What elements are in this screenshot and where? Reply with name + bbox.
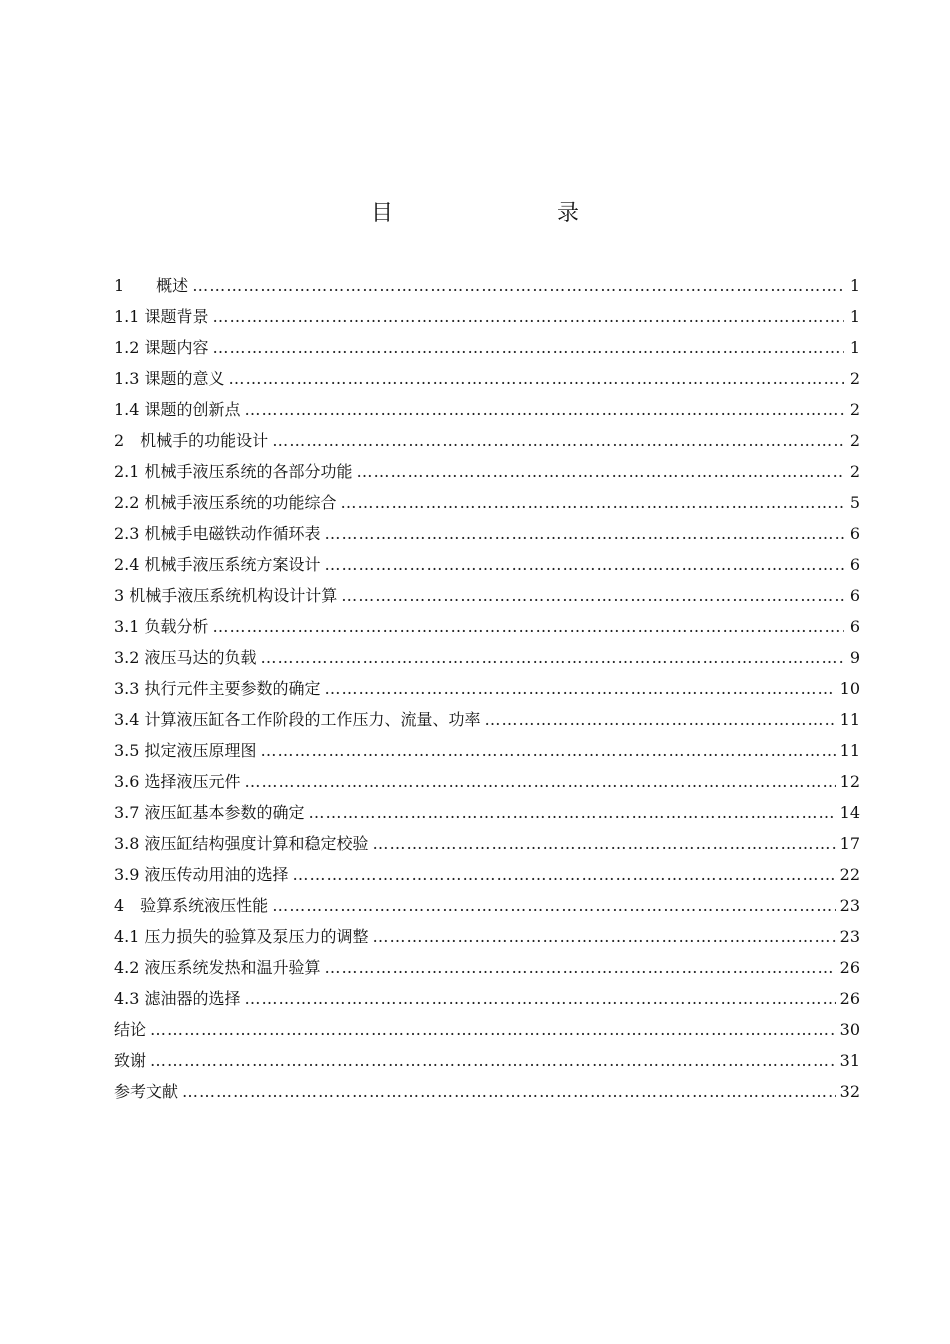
toc-dot-leader: [293, 859, 836, 890]
toc-dot-leader: [325, 549, 844, 580]
toc-dot-leader: [272, 425, 844, 456]
toc-entry-title: 1.1 课题背景: [114, 307, 209, 326]
toc-dot-leader: [325, 952, 836, 983]
toc-entry-page: 26: [839, 958, 860, 977]
toc-entry: [114, 859, 860, 890]
toc-entry-title: 1.3 课题的意义: [114, 369, 225, 388]
toc-entry-title: 3.8 液压缸结构强度计算和稳定校验: [114, 834, 369, 853]
toc-entry-title: 4.3 滤油器的选择: [114, 989, 241, 1008]
toc-dot-leader: [182, 1076, 836, 1107]
toc-entry-page: 1: [849, 307, 860, 326]
toc-entry: [114, 425, 860, 456]
toc-entry-page: 23: [839, 896, 860, 915]
toc-entry: [114, 518, 860, 549]
toc-entry-title: 3.5 拟定液压原理图: [114, 741, 257, 760]
toc-dot-leader: [325, 673, 836, 704]
toc-dot-leader: [485, 704, 836, 735]
toc-entry-title: 结论: [114, 1020, 147, 1039]
toc-entry-page: 22: [839, 865, 860, 884]
toc-entry-title: 1.2 课题内容: [114, 338, 209, 357]
toc-entry-title: 1.4 课题的创新点: [114, 400, 241, 419]
toc-dot-leader: [373, 828, 836, 859]
toc-entry-title: 1 概述: [114, 276, 189, 295]
toc-entry-page: 30: [839, 1020, 860, 1039]
toc-dot-leader: [341, 487, 844, 518]
toc-dot-leader: [192, 270, 844, 301]
toc-entry-page: 6: [849, 555, 860, 574]
toc-dot-leader: [213, 611, 844, 642]
toc-entry-title: 4.2 液压系统发热和温升验算: [114, 958, 321, 977]
toc-entry: [114, 394, 860, 425]
toc-entry: [114, 983, 860, 1014]
toc-entry: [114, 735, 860, 766]
toc-dot-leader: [245, 766, 836, 797]
toc-entry-title: 4 验算系统液压性能: [114, 896, 269, 915]
toc-entry-title: 3.4 计算液压缸各工作阶段的工作压力、流量、功率: [114, 710, 481, 729]
toc-entry-page: 10: [839, 679, 860, 698]
toc-entry-title: 3.7 液压缸基本参数的确定: [114, 803, 305, 822]
toc-entry-page: 1: [849, 276, 860, 295]
toc-entry-title: 2.1 机械手液压系统的各部分功能: [114, 462, 353, 481]
table-of-contents: [114, 270, 860, 1107]
toc-dot-leader: [373, 921, 836, 952]
toc-dot-leader: [245, 983, 836, 1014]
toc-entry-page: 23: [839, 927, 860, 946]
toc-entry-title: 2.3 机械手电磁铁动作循环表: [114, 524, 321, 543]
toc-entry: [114, 580, 860, 611]
toc-entry-page: 2: [849, 369, 860, 388]
toc-entry: [114, 797, 860, 828]
toc-dot-leader: [213, 301, 844, 332]
toc-entry-title: 4.1 压力损失的验算及泵压力的调整: [114, 927, 369, 946]
toc-entry: [114, 921, 860, 952]
toc-entry-page: 5: [849, 493, 860, 512]
toc-entry-page: 14: [839, 803, 860, 822]
toc-entry-page: 11: [839, 741, 860, 760]
toc-entry: [114, 301, 860, 332]
toc-entry: [114, 332, 860, 363]
toc-dot-leader: [229, 363, 844, 394]
toc-entry-title: 3.2 液压马达的负载: [114, 648, 257, 667]
toc-entry-page: 26: [839, 989, 860, 1008]
toc-dot-leader: [341, 580, 844, 611]
toc-dot-leader: [325, 518, 844, 549]
toc-entry: [114, 270, 860, 301]
toc-entry-title: 参考文献: [114, 1082, 179, 1101]
toc-entry: [114, 704, 860, 735]
toc-entry: [114, 1045, 860, 1076]
toc-entry-page: 2: [849, 431, 860, 450]
toc-entry-page: 6: [849, 524, 860, 543]
toc-entry: [114, 642, 860, 673]
toc-entry: [114, 611, 860, 642]
toc-entry-page: 9: [849, 648, 860, 667]
toc-dot-leader: [357, 456, 844, 487]
toc-entry-page: 11: [839, 710, 860, 729]
toc-entry-title: 3.1 负载分析: [114, 617, 209, 636]
toc-entry: [114, 487, 860, 518]
toc-dot-leader: [309, 797, 836, 828]
toc-dot-leader: [261, 735, 836, 766]
toc-entry: [114, 766, 860, 797]
toc-entry-title: 3.6 选择液压元件: [114, 772, 241, 791]
toc-entry: [114, 363, 860, 394]
toc-entry-title: 3.3 执行元件主要参数的确定: [114, 679, 321, 698]
toc-entry-title: 3.9 液压传动用油的选择: [114, 865, 289, 884]
toc-entry-page: 2: [849, 462, 860, 481]
toc-entry-page: 12: [839, 772, 860, 791]
toc-entry-title: 致谢: [114, 1051, 147, 1070]
toc-entry-title: 3 机械手液压系统机构设计计算: [114, 586, 338, 605]
toc-dot-leader: [261, 642, 844, 673]
toc-entry-title: 2.2 机械手液压系统的功能综合: [114, 493, 337, 512]
toc-entry: [114, 1076, 860, 1107]
toc-entry: [114, 952, 860, 983]
toc-entry-title: 2 机械手的功能设计: [114, 431, 269, 450]
toc-entry: [114, 828, 860, 859]
toc-dot-leader: [150, 1045, 836, 1076]
page-title: 目 录: [370, 201, 619, 226]
toc-entry: [114, 1014, 860, 1045]
toc-entry-page: 17: [839, 834, 860, 853]
toc-entry-page: 2: [849, 400, 860, 419]
toc-entry-page: 32: [839, 1082, 860, 1101]
toc-dot-leader: [272, 890, 835, 921]
toc-entry: [114, 456, 860, 487]
toc-entry: [114, 890, 860, 921]
toc-dot-leader: [213, 332, 844, 363]
toc-dot-leader: [150, 1014, 836, 1045]
toc-entry: [114, 549, 860, 580]
toc-entry-title: 2.4 机械手液压系统方案设计: [114, 555, 321, 574]
toc-entry-page: 31: [839, 1051, 860, 1070]
toc-dot-leader: [245, 394, 844, 425]
toc-entry-page: 1: [849, 338, 860, 357]
toc-entry: [114, 673, 860, 704]
toc-entry-page: 6: [849, 586, 860, 605]
toc-entry-page: 6: [849, 617, 860, 636]
